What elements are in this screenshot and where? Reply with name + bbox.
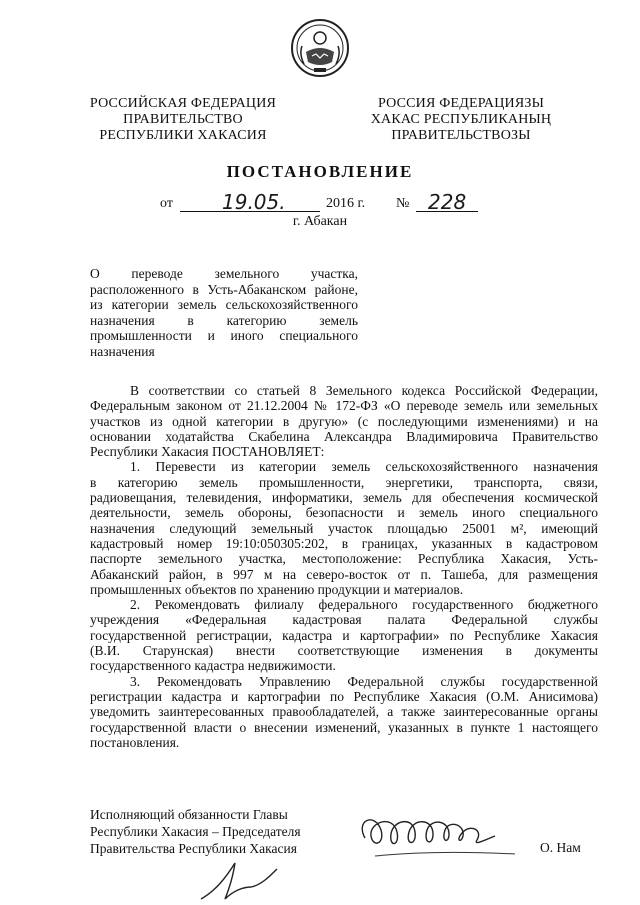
body-line: деятельности, земель обороны, безопасности и земель иного специального xyxy=(90,505,598,521)
body-line: (В.И. Старунская) внести соответствующие изменения в документы xyxy=(90,643,598,659)
signatory-position xyxy=(90,806,301,857)
body-line: 2. Рекомендовать филиалу федерального государственного бюджетного xyxy=(130,597,598,613)
body-line: в категорию земель промышленности, энергетики, транспорта, связи, xyxy=(90,474,598,490)
body-line: уведомить заинтересованных правообладателей, а также заинтересованные органы xyxy=(90,704,598,720)
body-line: назначения следующий земельный участок площадью 25001 м², имеющий xyxy=(90,520,598,536)
position-line: Исполняющий обязанности Главы xyxy=(90,807,288,822)
body-line: основании ходатайства Скабелина Александра Владимировича Правительство xyxy=(90,428,598,444)
body-line: промышленных объектов по хранению продукции и материалов. xyxy=(90,581,464,597)
subject-line: промышленности и иного специального xyxy=(90,328,358,343)
header-right-line-1: РОССИЯ ФЕДЕРАЦИЯЗЫ xyxy=(377,96,545,111)
date-from-label: от xyxy=(160,196,173,211)
header-right xyxy=(350,96,572,144)
header-left xyxy=(72,96,294,144)
subject-block xyxy=(90,266,358,359)
body-line: Абаканский район, в 997 м на северо-восток от п. Ташеба, для размещения xyxy=(90,566,598,582)
header-right-line-3: ПРАВИТЕЛЬСТВОЗЫ xyxy=(391,128,531,143)
body-line: государственного кадастра недвижимости. xyxy=(90,658,336,674)
body-line: В соответствии со статьей 8 Земельного кодекса Российской Федерации, xyxy=(130,383,598,398)
position-line: Республики Хакасия – Председателя xyxy=(90,824,301,839)
coat-of-arms-icon xyxy=(290,18,350,78)
date-handwritten: 19.05. xyxy=(222,190,286,214)
initials-mark-icon xyxy=(195,857,280,905)
body-line: постановления. xyxy=(90,734,180,750)
subject-line: расположенного в Усть-Абаканском районе, xyxy=(90,281,358,297)
body-line: участков из одной категории в другую» (с последующими изменениями) и на xyxy=(90,413,598,429)
signatory-name: О. Нам xyxy=(540,840,581,855)
body-line: регистрации кадастра и картографии по Республике Хакасия (О.М. Анисимова) xyxy=(90,688,598,704)
body-line: паспорте земельного участка, местоположение: Республика Хакасия, Усть- xyxy=(90,551,598,567)
body-line: радиовещания, телевидения, информатики, земель для обеспечения космической xyxy=(90,490,598,506)
header-left-line-1: РОССИЙСКАЯ ФЕДЕРАЦИЯ xyxy=(89,96,277,111)
subject-line: из категории земель сельскохозяйственного xyxy=(90,297,358,312)
position-line: Правительства Республики Хакасия xyxy=(90,841,297,856)
body-line: 3. Рекомендовать Управлению Федеральной службы государственной xyxy=(130,673,598,689)
body-line: Федеральным законом от 21.12.2004 № 172-ФЗ «О переводе земель или земельных xyxy=(90,398,598,414)
subject-line: О переводе земельного участка, xyxy=(90,266,358,281)
subject-line: назначения xyxy=(90,343,155,359)
body-line: кадастровый номер 19:10:050305:202, в границах, указанных в кадастровом xyxy=(90,535,598,551)
document-title: ПОСТАНОВЛЕНИЕ xyxy=(226,162,414,181)
handwritten-signature-icon xyxy=(345,800,535,870)
date-number-line xyxy=(160,190,500,215)
subject-line: назначения в категорию земель xyxy=(90,312,358,328)
year-label: 2016 г. xyxy=(326,196,366,211)
body-line: государственной власти о внесении изменений, указанных в пункте 1 настоящего xyxy=(90,719,598,735)
number-label: № xyxy=(396,196,410,211)
resolution-body xyxy=(90,383,598,750)
body-line: 1. Перевести из категории земель сельскохозяйственного назначения xyxy=(130,459,598,475)
body-line: учреждения «Федеральная кадастровая палата Федеральной службы xyxy=(90,612,598,628)
body-line: Республики Хакасия ПОСТАНОВЛЯЕТ: xyxy=(90,444,325,460)
header-left-line-2: ПРАВИТЕЛЬСТВО xyxy=(123,112,243,127)
header-left-line-3: РЕСПУБЛИКИ ХАКАСИЯ xyxy=(99,128,267,143)
number-handwritten: 228 xyxy=(428,190,467,214)
city: г. Абакан xyxy=(292,214,348,229)
header-right-line-2: ХАКАС РЕСПУБЛИКАНЫҢ xyxy=(370,112,552,127)
body-line: государственной регистрации, кадастра и картографии» по Республике Хакасия xyxy=(90,627,598,643)
